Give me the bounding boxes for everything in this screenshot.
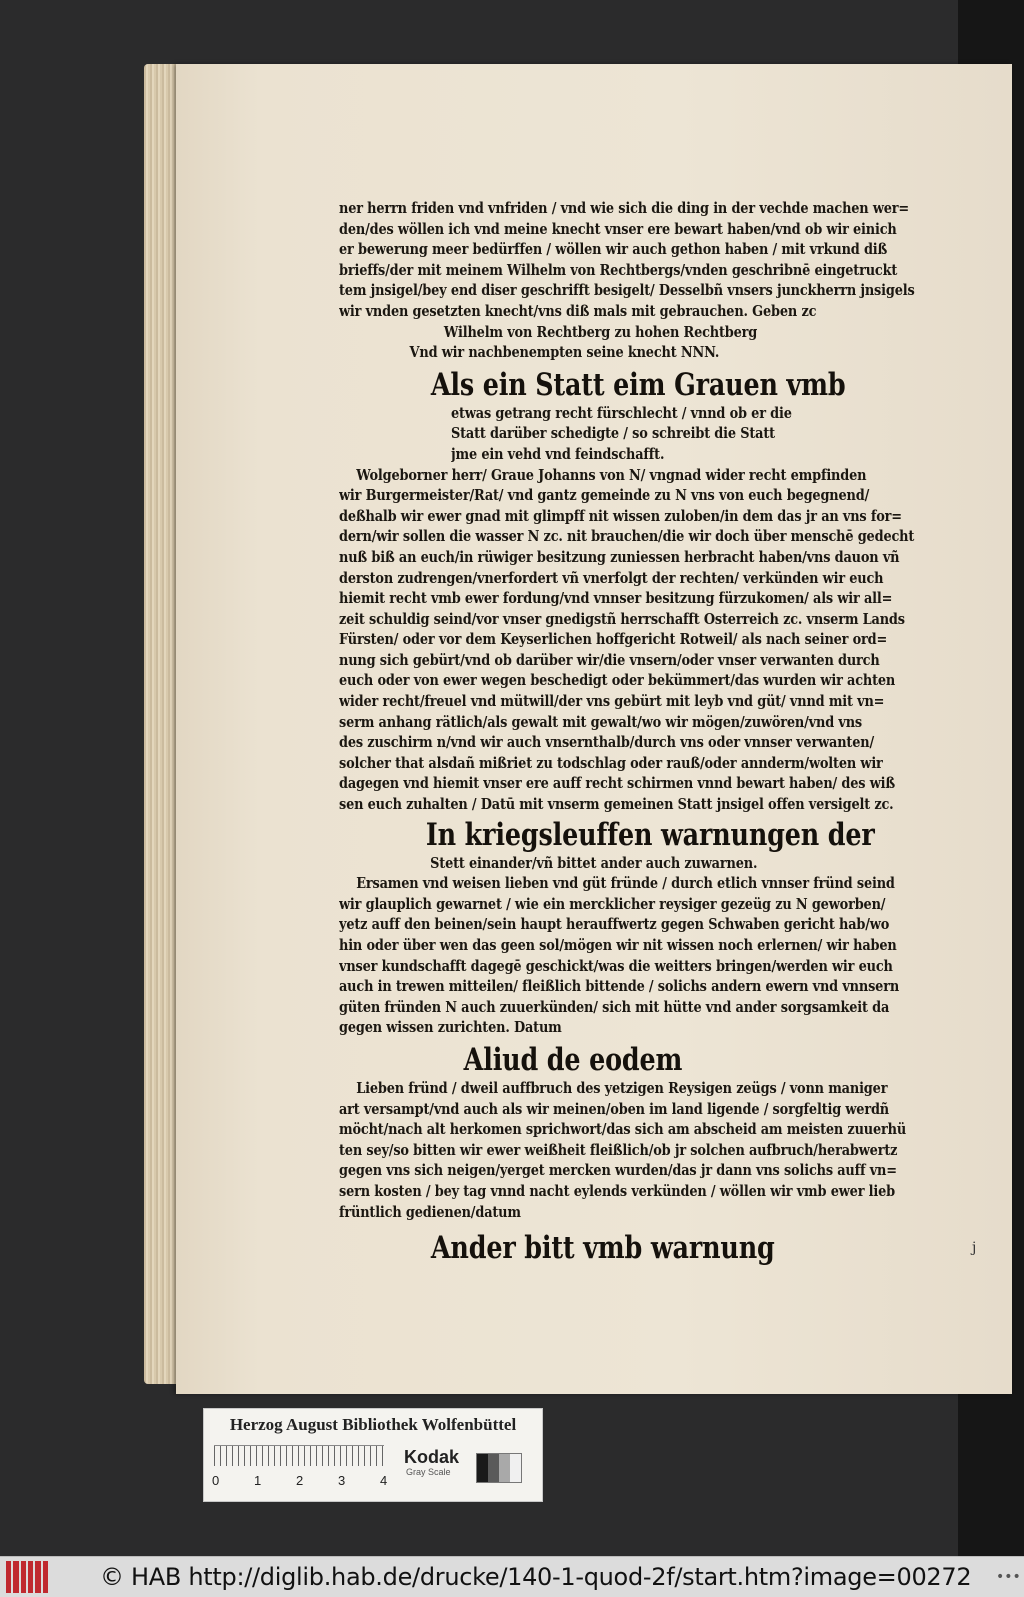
text-line: art versampt/vnd auch als wir meinen/oben im land ligende / sorgfeltig werdñ <box>339 1099 890 1118</box>
text-line: den/des wöllen ich vnd meine knecht vnser ere bewart haben/vnd ob wir einich <box>339 219 897 238</box>
section-heading: In kriegsleuffen warnungen der <box>425 816 875 853</box>
text-line: des zuschirm n/vnd wir auch vnsernthalb/durch vns oder vnnser verwanten/ <box>339 733 875 752</box>
text-line: dagegen vnd hiemit vnser ere auff recht schirmen vnnd bewart haben/ des wiß <box>339 774 895 793</box>
gray-swatch <box>499 1454 510 1482</box>
copyright-url[interactable]: © HAB http://diglib.hab.de/drucke/140-1-quod-2f/start.htm?image=00272 <box>100 1563 972 1591</box>
signature-line: Vnd wir nachbenempten seine knecht NNN. <box>409 343 720 362</box>
text-line: Wolgeborner herr/ Graue Johanns von N/ vngnad wider recht empfinden <box>356 465 867 484</box>
text-line: serm anhang rätlich/als gewalt mit gewalt/wo wir mögen/zuwören/vnd vns <box>339 712 863 731</box>
scale-number: 2 <box>296 1473 304 1488</box>
text-line: sen euch zuhalten / Datū mit vnserm gemeinen Statt jnsigel offen versigelt zc. <box>339 795 894 814</box>
text-line: deßhalb wir ewer gnad mit glimpff nit wissen zuloben/in dem das jr an vns for= <box>339 506 902 525</box>
text-line: er bewerung meer bedürffen / wöllen wir auch gethon haben / mit vrkund diß <box>339 240 888 259</box>
text-line: derston zudrengen/vnerfordert vñ vnerfolgt der rechten/ verkünden wir euch <box>339 568 884 587</box>
text-line: gegen wissen zurichten. Datum <box>339 1018 562 1037</box>
text-line: auch in trewen mitteilen/ fleißlich bittende / solichs andern ewern vnd vnnsern <box>339 977 900 996</box>
gray-swatch <box>488 1454 499 1482</box>
page-text <box>339 198 989 1266</box>
logo-stripe <box>13 1561 18 1593</box>
text-line: ner herrn friden vnd vnfriden / vnd wie sich die ding in der vechde machen wer= <box>339 199 910 217</box>
text-line: yetz auff den beinen/sein haupt herauffwertz gegen Schwaben gericht hab/wo <box>339 915 890 934</box>
text-group-2 <box>339 465 989 815</box>
text-line: früntlich gedienen/datum <box>339 1202 521 1221</box>
logo-stripe <box>43 1561 48 1593</box>
scale-number: 1 <box>254 1473 262 1488</box>
text-line: zeit schuldig seind/vor vnser gnedigstñ herrschafft Osterreich zc. vnserm Lands <box>339 609 905 628</box>
text-line: jme ein vehd vnd feindschafft. <box>451 444 665 463</box>
text-line: vnser kundschafft dagegē geschickt/was die weitters bringen/werden wir euch <box>339 956 893 975</box>
text-line: sern kosten / bey tag vnnd nacht eylends verkünden / wöllen wir vmb ewer lieb <box>339 1181 896 1200</box>
status-bar <box>0 1556 1024 1597</box>
section-heading: Als ein Statt eim Grauen vmb <box>430 366 846 403</box>
text-line: wir glauplich gewarnet / wie ein mercklicher reysiger gezeüg zu N geworben/ <box>339 894 886 913</box>
text-line: Ersamen vnd weisen lieben vnd güt fründe / durch etlich vnnser fründ seind <box>356 874 895 893</box>
brand-label: Kodak <box>404 1447 460 1467</box>
text-line: etwas getrang recht fürschlecht / vnnd ob er die <box>451 403 792 422</box>
gray-swatch <box>477 1454 488 1482</box>
scale-number: 4 <box>380 1473 388 1488</box>
text-line: Lieben fründ / dweil auffbruch des yetzigen Reysigen zeügs / vonn maniger <box>356 1078 888 1097</box>
heading-subtitle: Stett einander/vñ bittet ander auch zuwarnen. <box>430 853 758 872</box>
text-line: hiemit recht vmb ewer fordung/vnd vnnser besitzung fürzukomen/ als wir all= <box>339 589 893 608</box>
scale-ruler <box>214 1445 384 1466</box>
logo-stripe <box>6 1561 11 1593</box>
text-line: euch oder von ewer wegen beschedigt oder bekümmert/das wurden wir achten <box>339 671 896 690</box>
text-line: möcht/nach alt herkomen sprichwort/das sich am abscheid am meisten zuuerhü <box>339 1120 907 1139</box>
scale-number: 3 <box>338 1473 346 1488</box>
catchword: j <box>972 1240 977 1256</box>
section-heading: Aliud de eodem <box>463 1041 683 1078</box>
text-line: nung sich gebürt/vnd ob darüber wir/die vnsern/oder vnser verwanten durch <box>339 650 880 669</box>
text-line: wir Burgermeister/Rat/ vnd gantz gemeinde zu N vns von euch begegnend/ <box>339 486 870 505</box>
signature-line: Wilhelm von Rechtberg zu hohen Rechtberg <box>443 322 758 341</box>
text-group-1 <box>339 198 989 322</box>
text-line: wider recht/freuel vnd mütwill/der vns gebürt mit leyb vnd güt/ vnnd mit vn= <box>339 692 885 711</box>
section-heading: Ander bitt vmb warnung <box>430 1230 775 1267</box>
text-line: nuß biß an euch/in rüwiger besitzung zuniessen herbracht haben/vns dauon vñ <box>339 547 900 566</box>
color-calibration-card <box>203 1408 543 1502</box>
logo-stripe <box>35 1561 40 1593</box>
text-line: Statt darüber schedigte / so schreibt die Statt <box>451 424 775 443</box>
heading-subtitle <box>339 403 989 465</box>
text-line: brieffs/der mit meinem Wilhelm von Rechtbergs/vnden geschribnē eingetruckt <box>339 260 898 279</box>
text-line: tem jnsigel/bey end diser geschrifft besigelt/ Desselbñ vnsers junckherrn jnsigels <box>339 281 915 300</box>
gray-swatches <box>476 1453 522 1483</box>
text-line: güten fründen N auch zuuerkünden/ sich mit hütte vnd ander sorgsamkeit da <box>339 997 890 1016</box>
card-title: Herzog August Bibliothek Wolfenbüttel <box>229 1415 517 1434</box>
more-icon[interactable]: ••• <box>996 1569 1021 1585</box>
text-line: gegen vns sich neigen/yerget mercken wurden/das jr dann vns solichs auff vn= <box>339 1161 897 1180</box>
text-line: ten sey/so bitten wir ewer weißheit fleißlich/ob jr solchen aufbruch/herabwertz <box>339 1140 898 1159</box>
brand-sublabel: Gray Scale <box>406 1467 451 1477</box>
logo-stripe <box>28 1561 33 1593</box>
logo-stripe <box>21 1561 26 1593</box>
scale-number: 0 <box>212 1473 220 1488</box>
text-line: hin oder über wen das geen sol/mögen wir nit wissen noch erlernen/ wir haben <box>339 936 897 954</box>
text-line: dern/wir sollen die wasser N zc. nit brauchen/die wir doch über menschē gedecht <box>339 527 915 546</box>
text-line: wir vnden gesetzten knecht/vns diß mals mit gebrauchen. Geben zc <box>339 301 817 320</box>
hab-logo-icon <box>6 1561 48 1593</box>
text-line: solcher that alsdañ mißriet zu todschlag oder rauß/oder annderm/wolten wir <box>339 753 883 772</box>
text-group-3 <box>339 873 989 1038</box>
text-line: Fürsten/ oder vor dem Keyserlichen hoffgericht Rotweil/ als nach seiner ord= <box>339 630 888 649</box>
text-group-4 <box>339 1078 989 1222</box>
gray-swatch <box>510 1454 521 1482</box>
